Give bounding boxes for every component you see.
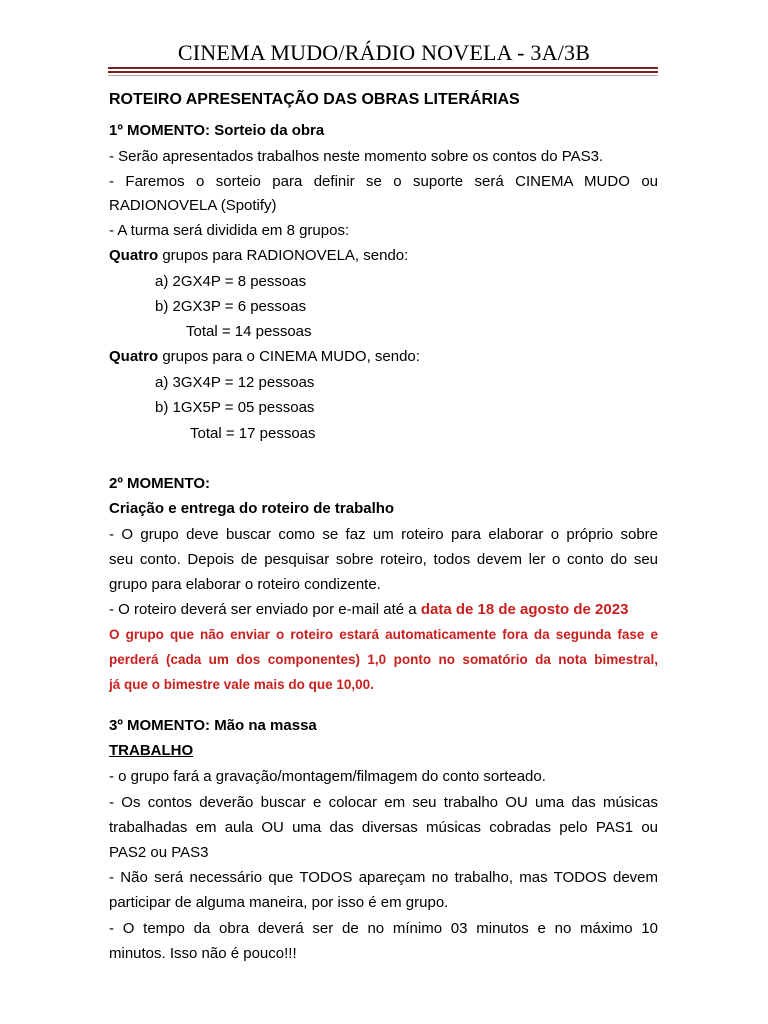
moment-2-line-4 xyxy=(109,600,658,620)
moment-3-line-5: - Não será necessário que TODOS apareçam no trabalho, mas TODOS devem xyxy=(109,869,658,886)
moment-2-line-3: grupo para elaborar o roteiro condizente. xyxy=(109,576,381,593)
moment-3-line-1: - o grupo fará a gravação/montagem/filmagem do conto sorteado. xyxy=(109,768,546,785)
radionovela-total: Total = 14 pessoas xyxy=(186,323,312,340)
cinema-item-b: b) 1GX5P = 05 pessoas xyxy=(155,399,315,416)
radionovela-item-b: b) 2GX3P = 6 pessoas xyxy=(155,298,307,315)
cinema-groups-line xyxy=(109,347,658,367)
page-header-title: CINEMA MUDO/RÁDIO NOVELA - 3A/3B xyxy=(177,40,591,65)
moment-3-line-8: minutos. Isso não é pouco!!! xyxy=(109,945,297,962)
moment-3-line-3: trabalhadas em aula OU uma das diversas músicas cobradas pelo PAS1 ou xyxy=(109,819,658,836)
moment-3-line-4: PAS2 ou PAS3 xyxy=(109,844,209,861)
deadline-date: data de 18 de agosto de 2023 xyxy=(420,601,629,618)
warning-line-1: O grupo que não enviar o roteiro estará automaticamente fora da segunda fase e xyxy=(109,627,658,642)
moment-3-subtitle: TRABALHO xyxy=(109,742,194,759)
radionovela-groups-text: grupos para RADIONOVELA, sendo: xyxy=(158,247,409,264)
header-rule-top xyxy=(108,67,658,69)
moment-3-title: 3º MOMENTO: Mão na massa xyxy=(109,717,317,734)
moment-3-line-2: - Os contos deverão buscar e colocar em seu trabalho OU uma das músicas xyxy=(109,794,658,811)
moment-1-line-4: - A turma será dividida em 8 grupos: xyxy=(109,222,350,239)
document-heading: ROTEIRO APRESENTAÇÃO DAS OBRAS LITERÁRIAS xyxy=(109,91,520,108)
radionovela-quatro: Quatro xyxy=(109,247,159,264)
deadline-text: - O roteiro deverá ser enviado por e-mail até a xyxy=(109,601,421,618)
moment-3-line-6: participar de alguma maneira, por isso é em grupo. xyxy=(109,894,449,911)
header-rule-bottom xyxy=(108,75,658,76)
moment-3-line-7: - O tempo da obra deverá ser de no mínimo 03 minutos e no máximo 10 xyxy=(109,920,658,937)
moment-1-line-2: - Faremos o sorteio para definir se o suporte será CINEMA MUDO ou xyxy=(109,173,658,190)
moment-1-line-1: - Serão apresentados trabalhos neste momento sobre os contos do PAS3. xyxy=(109,148,604,165)
warning-line-3: já que o bimestre vale mais do que 10,00. xyxy=(109,677,374,692)
cinema-total: Total = 17 pessoas xyxy=(190,425,316,442)
radionovela-item-a: a) 2GX4P = 8 pessoas xyxy=(155,273,307,290)
moment-2-title: 2º MOMENTO: xyxy=(109,475,211,492)
moment-2-subtitle: Criação e entrega do roteiro de trabalho xyxy=(109,500,395,517)
moment-1-line-3: RADIONOVELA (Spotify) xyxy=(109,197,277,214)
cinema-item-a: a) 3GX4P = 12 pessoas xyxy=(155,374,315,391)
moment-2-line-2: seu conto. Depois de pesquisar sobre roteiro, todos devem ler o conto do seu xyxy=(109,551,658,568)
cinema-groups-text: grupos para o CINEMA MUDO, sendo: xyxy=(158,348,420,365)
moment-2-line-1: - O grupo deve buscar como se faz um roteiro para elaborar o próprio sobre xyxy=(109,526,658,543)
cinema-quatro: Quatro xyxy=(109,348,159,365)
header-rule-middle xyxy=(108,71,658,73)
warning-line-2: perderá (cada um dos componentes) 1,0 ponto no somatório da nota bimestral, xyxy=(109,652,658,667)
radionovela-groups-line xyxy=(109,246,658,266)
moment-1-title: 1º MOMENTO: Sorteio da obra xyxy=(109,122,325,139)
